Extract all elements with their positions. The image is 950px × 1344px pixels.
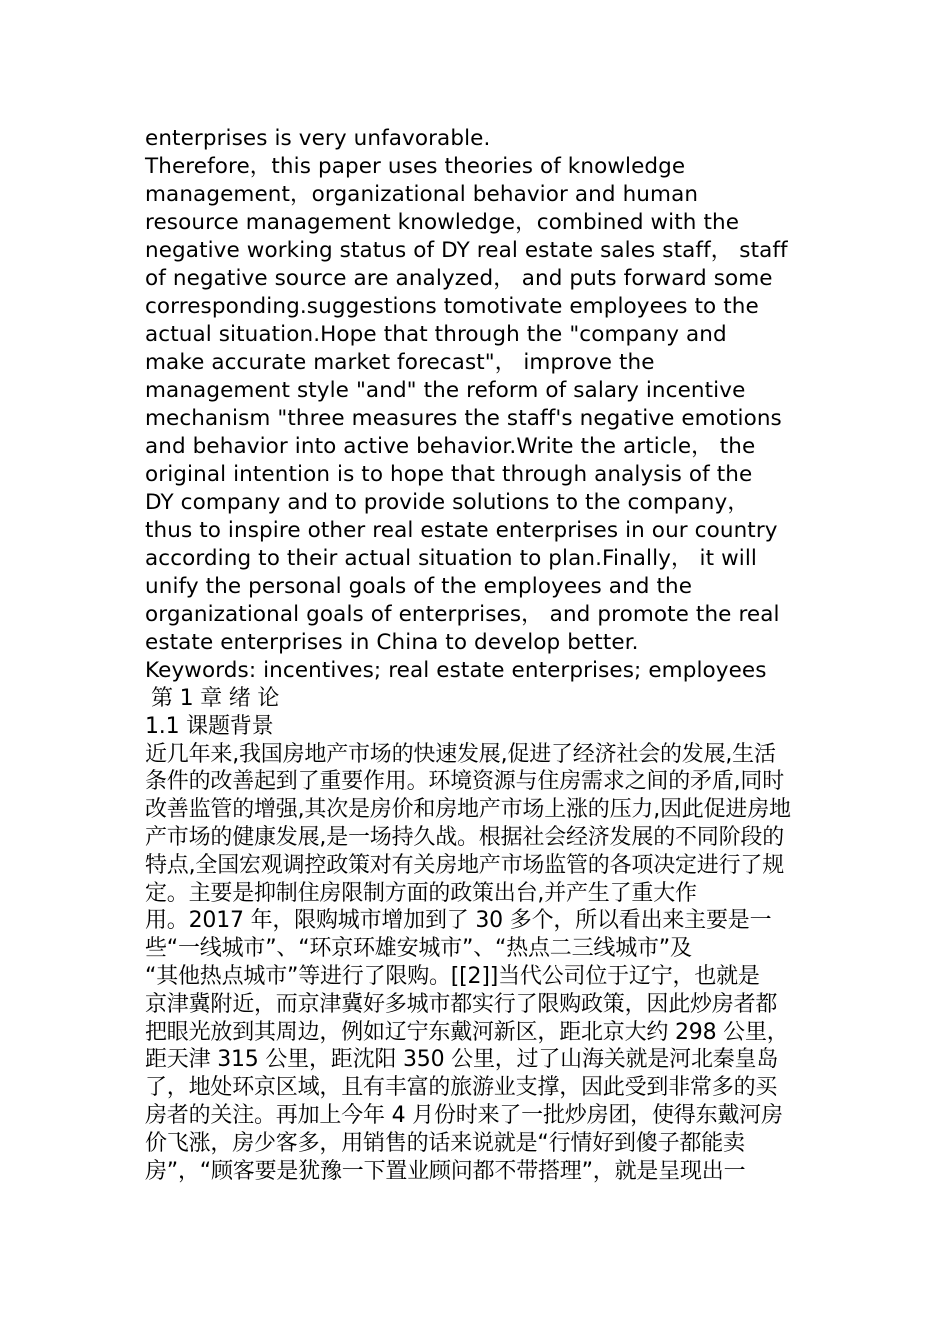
- body-line: 改善监管的增强,其次是房价和房地产市场上涨的压力,因此促进房地: [145, 797, 791, 823]
- abstract-line: original intention is to hope that through analysis of the: [145, 462, 753, 487]
- abstract-line: of negative source are analyzed， and puts forward some: [145, 266, 773, 291]
- body-line: 特点,全国宏观调控政策对有关房地产市场监管的各项决定进行了规: [145, 852, 784, 878]
- abstract-line: management style "and" the reform of salary incentive: [145, 378, 746, 403]
- abstract-line: Therefore，this paper uses theories of knowledge: [145, 154, 686, 179]
- abstract-line: management，organizational behavior and human: [145, 182, 699, 207]
- abstract-line: resource management knowledge，combined with the: [145, 210, 740, 235]
- body-line: 条件的改善起到了重要作用。环境资源与住房需求之间的矛盾,同时: [145, 769, 784, 795]
- keywords-line: Keywords: incentives; real estate enterprises; employees: [145, 658, 767, 683]
- body-line: “其他热点城市”等进行了限购。[[2]]当代公司位于辽宁，也就是: [145, 963, 760, 989]
- abstract-line: according to their actual situation to plan.Finally， it will: [145, 546, 757, 571]
- abstract-line: thus to inspire other real estate enterprises in our country: [145, 518, 778, 543]
- body-line: 定。主要是抑制住房限制方面的政策出台,并产生了重大作: [145, 880, 697, 906]
- abstract-line: corresponding.suggestions tomotivate employees to the: [145, 294, 759, 319]
- body-line: 近几年来,我国房地产市场的快速发展,促进了经济社会的发展,生活: [145, 741, 776, 767]
- abstract-line: estate enterprises in China to develop better.: [145, 630, 639, 655]
- abstract-line: actual situation.Hope that through the "company and: [145, 322, 727, 347]
- abstract-line: mechanism "three measures the staff's negative emotions: [145, 406, 782, 431]
- body-line: 用。2017 年，限购城市增加到了 30 多个，所以看出来主要是一: [145, 908, 772, 934]
- abstract-english: [145, 125, 815, 657]
- section-title: 1.1 课题背景: [145, 713, 274, 739]
- abstract-line: and behavior into active behavior.Write the article， the: [145, 434, 756, 459]
- abstract-line: enterprises is very unfavorable.: [145, 126, 491, 151]
- body-chinese: [145, 741, 815, 1186]
- abstract-line: negative working status of DY real estate sales staff， staff: [145, 238, 788, 263]
- chapter-title: 第 1 章 绪 论: [151, 686, 280, 711]
- body-line: 距天津 315 公里，距沈阳 350 公里，过了山海关就是河北秦皇岛: [145, 1047, 779, 1073]
- abstract-line: DY company and to provide solutions to the company，: [145, 490, 749, 515]
- body-line: 了，地处环京区域，且有丰富的旅游业支撑，因此受到非常多的买: [145, 1075, 778, 1101]
- body-line: 把眼光放到其周边，例如辽宁东戴河新区，距北京大约 298 公里，: [145, 1019, 789, 1045]
- body-line: 产市场的健康发展,是一场持久战。根据社会经济发展的不同阶段的: [145, 824, 784, 850]
- body-line: 价飞涨，房少客多，用销售的话来说就是“行情好到傻子都能卖: [145, 1130, 745, 1156]
- abstract-line: organizational goals of enterprises， and promote the real: [145, 602, 780, 627]
- body-line: 房”，“顾客要是犹豫一下置业顾问都不带搭理”，就是呈现出一: [145, 1158, 746, 1184]
- body-line: 房者的关注。再加上今年 4 月份时来了一批炒房团，使得东戴河房: [145, 1102, 783, 1128]
- abstract-line: make accurate market forecast"， improve the: [145, 350, 655, 375]
- body-line: 些“一线城市”、“环京环雄安城市”、“热点二三线城市”及: [145, 936, 692, 962]
- body-line: 京津冀附近，而京津冀好多城市都实行了限购政策，因此炒房者都: [145, 991, 778, 1017]
- document-page: [145, 125, 815, 1185]
- abstract-line: unify the personal goals of the employees and the: [145, 574, 693, 599]
